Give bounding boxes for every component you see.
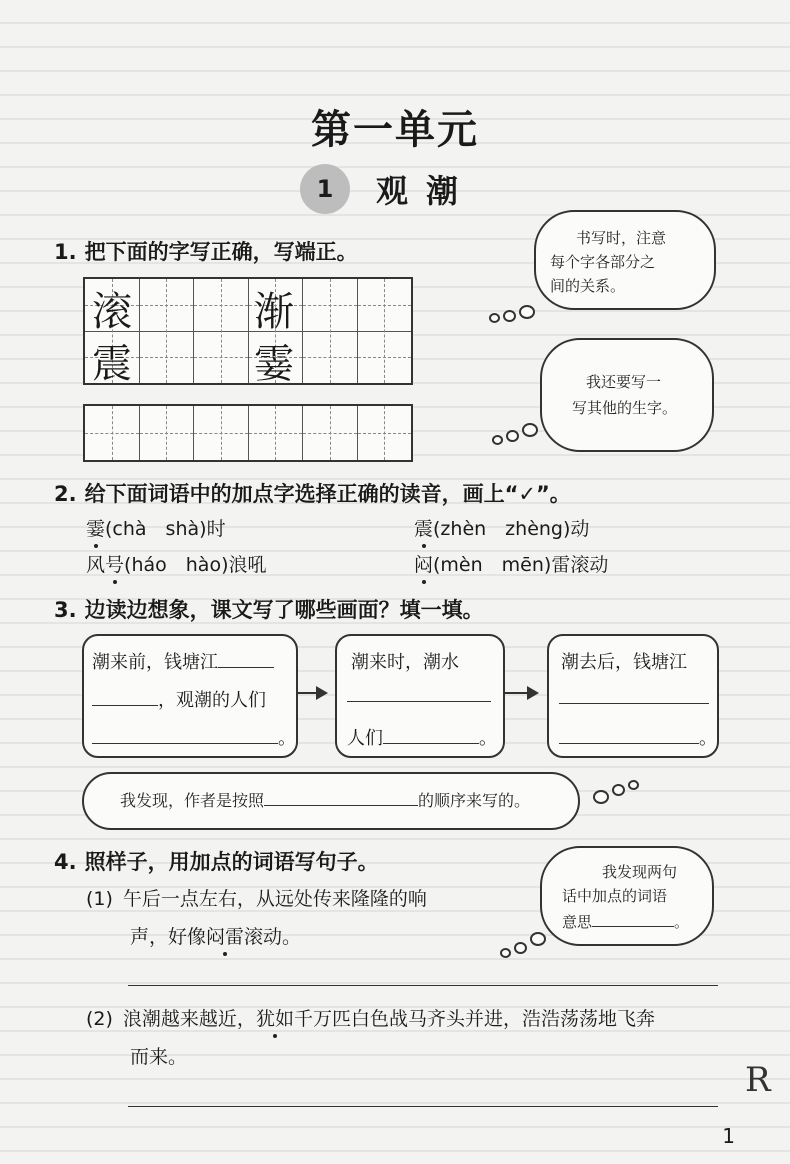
thought-bubble-dot bbox=[519, 305, 535, 319]
question-2 bbox=[54, 478, 571, 508]
question-number: 1. bbox=[54, 240, 77, 264]
arrow-right bbox=[296, 692, 326, 694]
question-number: 3. bbox=[54, 598, 77, 622]
thought-bubble-dot bbox=[514, 942, 527, 954]
question-text: 给下面词语中的加点字选择正确的读音，画上“✓”。 bbox=[84, 482, 571, 506]
emphasized-word: 犹如 bbox=[256, 1004, 294, 1031]
pinyin-item-3[interactable]: 风号(háo hào)浪吼 bbox=[86, 550, 267, 577]
answer-line-1[interactable] bbox=[128, 985, 718, 986]
emphasized-char: 号 bbox=[105, 550, 124, 577]
discovery-cloud[interactable] bbox=[82, 772, 580, 830]
tip-cloud-meaning[interactable]: 我发现两句 话中加点的词语 意思 。 bbox=[540, 846, 714, 946]
tip-line: 话中加点的词语 bbox=[562, 887, 668, 905]
thought-bubble-dot bbox=[489, 313, 500, 323]
thought-bubble-dot bbox=[500, 948, 511, 958]
grid-cell bbox=[358, 279, 412, 383]
box-text: 潮来前，钱塘江 bbox=[92, 652, 218, 673]
grid-cell bbox=[194, 406, 249, 460]
publisher-logo: R bbox=[745, 1060, 771, 1100]
pinyin-options: (háo hào) bbox=[124, 554, 229, 576]
box-text: 人们 bbox=[347, 728, 383, 749]
answer-line-2[interactable] bbox=[128, 1106, 718, 1107]
arrow-right bbox=[503, 692, 537, 694]
box-text: 潮去后，钱塘江 bbox=[561, 652, 687, 673]
model-char-gun: 滚 bbox=[92, 289, 132, 335]
thought-bubble-dot bbox=[593, 790, 609, 804]
tip-line: 我还要写一 bbox=[586, 373, 662, 391]
tip-cloud-more bbox=[540, 338, 714, 452]
model-char-zhen: 震 bbox=[92, 341, 132, 387]
thought-bubble-dot bbox=[530, 932, 546, 946]
question-4 bbox=[54, 846, 379, 876]
grid-cell bbox=[140, 406, 195, 460]
emphasized-char: 霎 bbox=[86, 514, 105, 541]
scene-box-after[interactable]: 潮去后，钱塘江 。 bbox=[547, 634, 719, 758]
scene-box-during[interactable]: 潮来时，潮水 人们 。 bbox=[335, 634, 505, 758]
discovery-text: 的顺序来写的。 bbox=[418, 791, 531, 810]
lesson-title: 观潮 bbox=[376, 172, 477, 210]
pinyin-options: (chà shà) bbox=[105, 518, 207, 540]
box-text: 潮来时，潮水 bbox=[351, 652, 459, 673]
writing-grid-2[interactable] bbox=[83, 404, 413, 462]
tip-line: 意思 bbox=[562, 913, 593, 931]
grid-cell bbox=[85, 406, 140, 460]
discovery-text: 我发现，作者是按照 bbox=[120, 791, 265, 810]
sentence-1-line-1: (1) 午后一点左右，从远处传来隆隆的响 bbox=[86, 888, 427, 910]
grid-cell bbox=[140, 279, 195, 383]
pinyin-item-1[interactable]: 霎(chà shà)时 bbox=[86, 514, 226, 541]
pinyin-options: (mèn mēn) bbox=[433, 554, 552, 576]
question-1 bbox=[54, 236, 358, 266]
question-number: 2. bbox=[54, 482, 77, 506]
scene-box-before[interactable]: 潮来前，钱塘江 ，观潮的人们 。 bbox=[82, 634, 298, 758]
question-number: 4. bbox=[54, 850, 77, 874]
tip-line: 我发现两句 bbox=[602, 863, 678, 881]
question-text: 照样子，用加点的词语写句子。 bbox=[84, 850, 379, 874]
grid-cell bbox=[249, 406, 304, 460]
model-char-jian: 渐 bbox=[254, 289, 294, 335]
grid-cell bbox=[303, 406, 358, 460]
question-text: 把下面的字写正确，写端正。 bbox=[84, 240, 358, 264]
box-text: ，观潮的人们 bbox=[158, 690, 266, 711]
pinyin-item-4[interactable]: 闷(mèn mēn)雷滚动 bbox=[414, 550, 608, 577]
lesson-header bbox=[300, 162, 476, 216]
grid-cell bbox=[194, 279, 249, 383]
thought-bubble-dot bbox=[492, 435, 503, 445]
question-text: 边读边想象，课文写了哪些画面？填一填。 bbox=[84, 598, 484, 622]
model-char-sha: 霎 bbox=[254, 341, 294, 387]
thought-bubble-dot bbox=[612, 784, 625, 796]
thought-bubble-dot bbox=[503, 310, 516, 322]
sentence-2-line-1: (2) 浪潮越来越近，犹如千万匹白色战马齐头并进，浩浩荡荡地飞奔 bbox=[86, 1004, 655, 1031]
thought-bubble-dot bbox=[628, 780, 639, 790]
tip-line: 书写时，注意 bbox=[576, 229, 667, 247]
thought-bubble-dot bbox=[522, 423, 538, 437]
page-number: 1 bbox=[722, 1124, 735, 1148]
lesson-number-badge: 1 bbox=[300, 164, 350, 214]
unit-title: 第一单元 bbox=[311, 106, 479, 153]
tip-line: 间的关系。 bbox=[550, 277, 626, 295]
grid-cell bbox=[303, 279, 358, 383]
thought-bubble-dot bbox=[506, 430, 519, 442]
tip-cloud-writing bbox=[534, 210, 716, 310]
pinyin-item-2[interactable]: 震(zhèn zhèng)动 bbox=[414, 514, 589, 541]
sentence-1-line-2: 声，好像闷雷滚动。 bbox=[130, 922, 301, 949]
emphasized-word: 闷雷 bbox=[206, 922, 244, 949]
emphasized-char: 闷 bbox=[414, 550, 433, 577]
grid-cell bbox=[358, 406, 412, 460]
tip-line: 写其他的生字。 bbox=[572, 399, 678, 417]
question-3 bbox=[54, 594, 484, 624]
emphasized-char: 震 bbox=[414, 514, 433, 541]
pinyin-options: (zhèn zhèng) bbox=[433, 518, 571, 540]
tip-line: 每个字各部分之 bbox=[550, 253, 656, 271]
sentence-2-line-2: 而来。 bbox=[130, 1046, 188, 1068]
